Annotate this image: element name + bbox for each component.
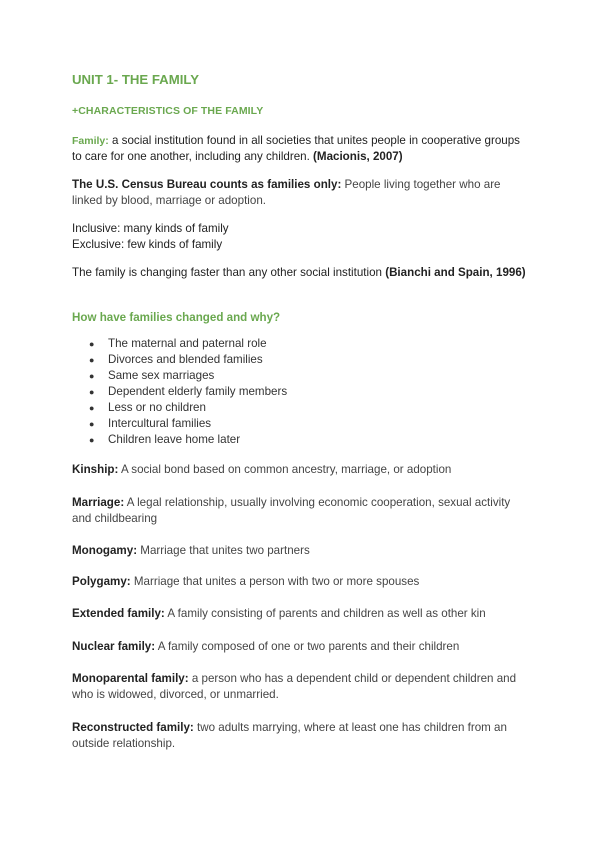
- section-heading: +CHARACTERISTICS OF THE FAMILY: [72, 105, 264, 117]
- family-text: a social institution found in all societies that unites people in cooperative groups to care for one another, including any children.: [72, 134, 520, 163]
- list-item: ● The maternal and paternal role: [89, 337, 267, 350]
- reconstructed-family-definition: Reconstructed family: two adults marrying, where at least one has children from an outside relationship.: [72, 721, 507, 750]
- changes-question: How have families changed and why?: [72, 311, 281, 324]
- census-definition: [72, 177, 532, 209]
- unit-title: UNIT 1- THE FAMILY: [72, 72, 199, 87]
- kinship-definition: Kinship: A social bond based on common ancestry, marriage, or adoption: [72, 463, 452, 476]
- census-term: The U.S. Census Bureau counts as families only:: [72, 178, 342, 191]
- inclusive-line: Inclusive: many kinds of family: [72, 222, 229, 235]
- extended-family-definition: Extended family: A family consisting of parents and children as well as other kin: [72, 607, 486, 620]
- polygamy-definition: Polygamy: Marriage that unites a person with two or more spouses: [72, 575, 420, 588]
- family-citation: (Macionis, 2007): [313, 150, 403, 163]
- marriage-definition: Marriage: A legal relationship, usually involving economic cooperation, sexual activity and childbearing: [72, 496, 511, 525]
- family-definition: [72, 133, 532, 165]
- monoparental-family-definition: Monoparental family: a person who has a dependent child or dependent children and who is widowed, divorced, or unmarried.: [72, 672, 517, 701]
- list-item: ● Dependent elderly family members: [89, 385, 288, 398]
- changing-text: The family is changing faster than any other social institution: [72, 266, 386, 279]
- changing-citation: (Bianchi and Spain, 1996): [385, 266, 526, 279]
- changes-list: [72, 336, 287, 448]
- census-text: People living together who are linked by blood, marriage or adoption.: [72, 178, 501, 207]
- nuclear-family-definition: Nuclear family: A family composed of one or two parents and their children: [72, 640, 460, 653]
- family-term: Family:: [72, 135, 109, 147]
- list-item: ● Divorces and blended families: [89, 353, 263, 366]
- list-item: ● Less or no children: [89, 401, 206, 414]
- list-item: ● Intercultural families: [89, 417, 212, 430]
- list-item: ● Same sex marriages: [89, 369, 215, 382]
- monogamy-definition: Monogamy: Marriage that unites two partners: [72, 544, 310, 557]
- exclusive-line: Exclusive: few kinds of family: [72, 238, 223, 251]
- changing-statement: [72, 265, 532, 281]
- list-item: ● Children leave home later: [89, 433, 241, 446]
